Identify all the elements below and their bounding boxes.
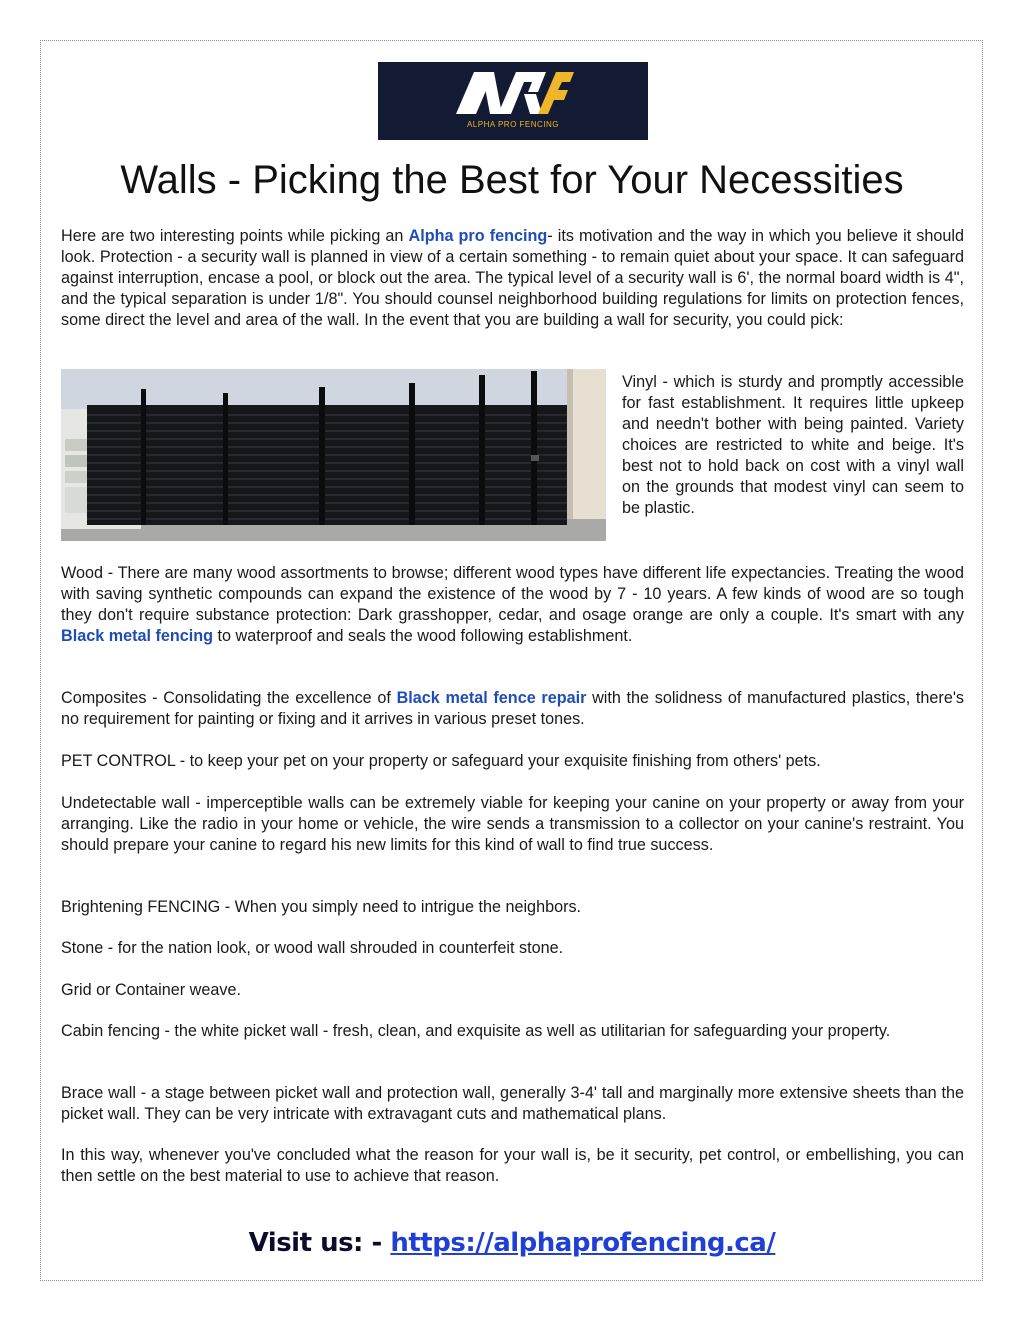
visit-us-label: Visit us: -	[248, 1228, 391, 1258]
website-link[interactable]: https://alphaprofencing.ca/	[390, 1228, 776, 1258]
black-fence-photo	[61, 369, 606, 541]
grid-paragraph: Grid or Container weave.	[61, 981, 241, 999]
pet-control-paragraph: PET CONTROL - to keep your pet on your property or safeguard your exquisite finishing from others' pets.	[61, 752, 821, 770]
wood-paragraph	[61, 563, 964, 647]
logo-tagline: ALPHA PRO FENCING	[466, 120, 560, 129]
black-metal-fencing-link[interactable]: Black metal fencing	[61, 627, 214, 645]
brightening-paragraph: Brightening FENCING - When you simply need to intrigue the neighbors.	[61, 898, 582, 916]
brace-wall-paragraph: Brace wall - a stage between picket wall and protection wall, generally 3-4' tall and marginally more extensive sheets than the picket wall. They can be very intricate with extravagant cuts and mathematical plans.	[61, 1084, 964, 1123]
conclusion-paragraph: In this way, whenever you've concluded what the reason for your wall is, be it security, pet control, or embellishing, you can then settle on the best material to use to achieve that reason.	[61, 1146, 964, 1185]
vinyl-paragraph: Vinyl - which is sturdy and promptly accessible for fast establishment. It requires little upkeep and needn't bother with being painted. Variety choices are restricted to white and beige. It's best not to hold back on cost with a vinyl wall on the grounds that modest vinyl can seem to be plastic.	[622, 373, 964, 517]
wood-text-start: Wood - There are many wood assortments to browse; different wood types have different life expectancies. Treating the wood with saving synthetic compounds can expand the existence of the wood by 7 - 10 years. A few kinds of wood are so tough they don't require substance protection: Dark grasshopper, cedar, and osage orange are only a couple. It's smart with any	[61, 564, 964, 624]
alpha-pro-fencing-logo	[378, 62, 648, 140]
intro-paragraph	[61, 226, 964, 331]
composites-text-start: Composites - Consolidating the excellence of	[61, 689, 397, 707]
black-metal-fence-repair-link[interactable]: Black metal fence repair	[396, 689, 587, 707]
page-title: Walls - Picking the Best for Your Necessities	[120, 158, 904, 202]
composites-text-end: with the solidness of manufactured plastics, there's no requirement for painting or fixing and it arrives in various preset tones.	[61, 689, 965, 728]
cabin-fencing-paragraph: Cabin fencing - the white picket wall - fresh, clean, and exquisite as well as utilitarian for safeguarding your property.	[61, 1022, 891, 1040]
stone-paragraph: Stone - for the nation look, or wood wall shrouded in counterfeit stone.	[61, 939, 564, 957]
wood-text-end: to waterproof and seals the wood following establishment.	[213, 627, 633, 645]
undetectable-wall-paragraph: Undetectable wall - imperceptible walls can be extremely viable for keeping your canine on your property or away from your arranging. Like the radio in your home or vehicle, the wire sends a transmission to a collector on your canine's restraint. You should prepare your canine to regard his new limits for this kind of wall to find true success.	[61, 794, 964, 854]
intro-text-start: Here are two interesting points while picking an	[61, 227, 409, 245]
alpha-pro-fencing-link[interactable]: Alpha pro fencing	[408, 227, 548, 245]
visit-us-line	[60, 1228, 964, 1258]
composites-paragraph	[61, 688, 964, 730]
intro-text-end: - its motivation and the way in which you believe it should look. Protection - a security wall is planned in view of a certain something - to remain quiet about your space. It can safeguard against interruption, encase a pool, or block out the area. The typical level of a security wall is 6', the normal board width is 4", and the typical separation is under 1/8". You should counsel neighborhood building regulations for limits on protection fences, some direct the level and area of the wall. In the event that you are building a wall for security, you could pick:	[61, 227, 964, 329]
